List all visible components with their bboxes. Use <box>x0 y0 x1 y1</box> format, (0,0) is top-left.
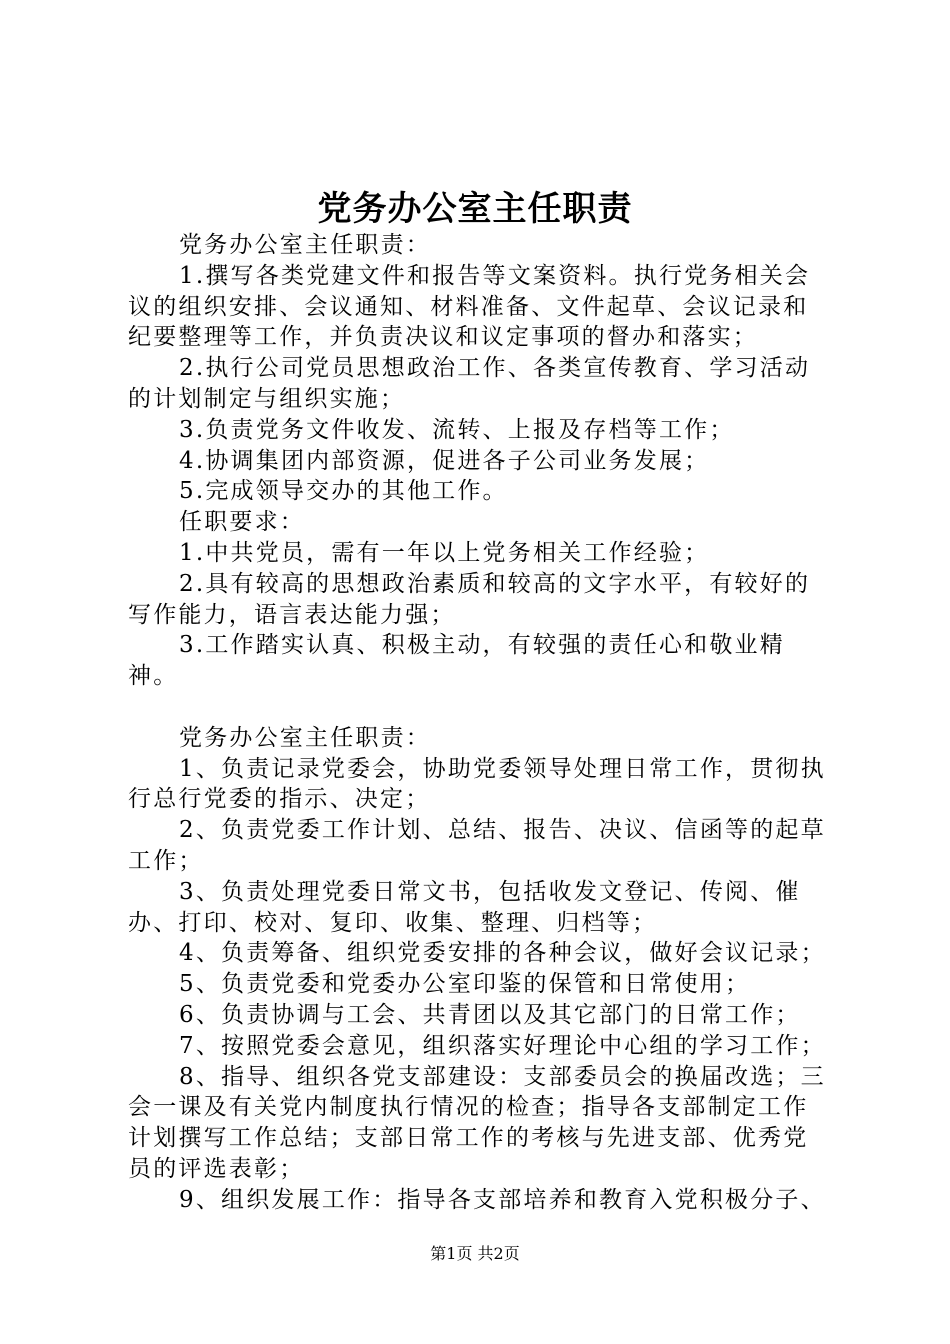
duty-item: 8、指导、组织各党支部建设：支部委员会的换届改选；三会一课及有关党内制度执行情况的检查；指导各支部制定工作计划撰写工作总结；支部日常工作的考核与先进支部、优秀党员的评选表彰； <box>128 1063 826 1182</box>
document-body <box>128 230 832 1216</box>
page-footer: 第1页 共2页 <box>430 1244 520 1263</box>
duty-item: 2.执行公司党员思想政治工作、各类宣传教育、学习活动的计划制定与组织实施； <box>128 355 811 412</box>
duty-item: 5.完成领导交办的其他工作。 <box>179 478 508 505</box>
duty-item: 7、按照党委会意见，组织落实好理论中心组的学习工作； <box>179 1032 826 1059</box>
requirement-item: 3.工作踏实认真、积极主动，有较强的责任心和敬业精神。 <box>128 632 785 690</box>
duty-item: 9、组织发展工作：指导各支部培养和教育入党积极分子、 <box>179 1186 826 1213</box>
duty-item: 2、负责党委工作计划、总结、报告、决议、信函等的起草工作； <box>128 817 826 874</box>
duty-item: 1.撰写各类党建文件和报告等文案资料。执行党务相关会议的组织安排、会议通知、材料准备、文件起草、会议记录和纪要整理等工作，并负责决议和议定事项的督办和落实； <box>128 262 811 351</box>
paragraph-spacer <box>128 692 832 723</box>
duty-item: 1、负责记录党委会，协助党委领导处理日常工作，贯彻执行总行党委的指示、决定； <box>128 755 826 813</box>
duty-item: 5、负责党委和党委办公室印鉴的保管和日常使用； <box>179 971 751 998</box>
duty-item: 3、负责处理党委日常文书，包括收发文登记、传阅、催办、打印、校对、复印、收集、整理、归档等； <box>128 878 801 936</box>
duty-item: 3.负责党务文件收发、流转、上报及存档等工作； <box>179 416 735 443</box>
document-title: 党务办公室主任职责 <box>317 189 633 229</box>
duty-item: 6、负责协调与工会、共青团以及其它部门的日常工作； <box>179 1001 801 1028</box>
section-heading: 任职要求： <box>179 509 305 536</box>
section-heading: 党务办公室主任职责： <box>179 232 431 258</box>
requirement-item: 2.具有较高的思想政治素质和较高的文字水平，有较好的写作能力，语言表达能力强； <box>128 570 811 628</box>
requirement-item: 1.中共党员，需有一年以上党务相关工作经验； <box>179 539 710 566</box>
section-heading: 党务办公室主任职责： <box>179 724 431 751</box>
duty-item: 4、负责筹备、组织党委安排的各种会议，做好会议记录； <box>179 940 826 967</box>
duty-item: 4.协调集团内部资源，促进各子公司业务发展； <box>179 447 710 474</box>
